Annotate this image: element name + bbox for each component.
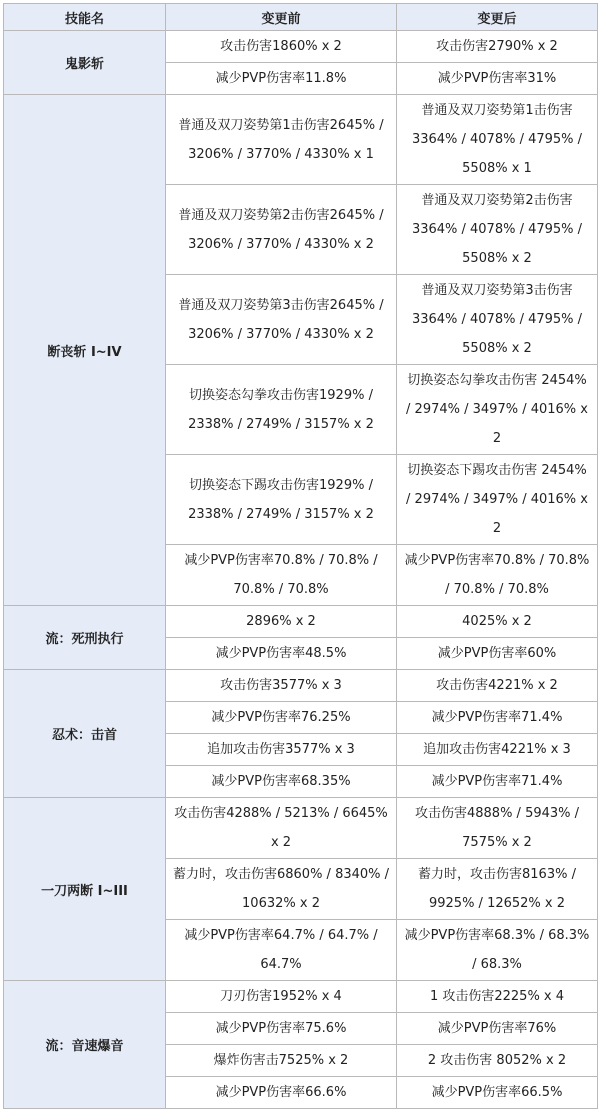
before-cell: 减少PVP伤害率75.6%: [166, 1013, 397, 1045]
before-cell: 攻击伤害3577% x 3: [166, 670, 397, 702]
header-after: 变更后: [397, 4, 598, 31]
after-cell: 减少PVP伤害率66.5%: [397, 1077, 598, 1109]
table-row: [4, 606, 598, 638]
after-cell: 减少PVP伤害率71.4%: [397, 766, 598, 798]
after-cell: 减少PVP伤害率31%: [397, 63, 598, 95]
header-row: [4, 4, 598, 31]
after-cell: 2 攻击伤害 8052% x 2: [397, 1045, 598, 1077]
before-cell: 切换姿态勾拳攻击伤害1929% / 2338% / 2749% / 3157% x 2: [166, 365, 397, 455]
skill-change-table: [3, 3, 598, 1109]
after-cell: 减少PVP伤害率70.8% / 70.8% / 70.8% / 70.8%: [397, 545, 598, 606]
header-before: 变更前: [166, 4, 397, 31]
before-cell: 普通及双刀姿势第2击伤害2645% / 3206% / 3770% / 4330% x 2: [166, 185, 397, 275]
before-cell: 减少PVP伤害率68.35%: [166, 766, 397, 798]
before-cell: 爆炸伤害击7525% x 2: [166, 1045, 397, 1077]
before-cell: 攻击伤害4288% / 5213% / 6645% x 2: [166, 798, 397, 859]
skill-name-cell: 鬼影斩: [4, 31, 166, 95]
before-cell: 刀刃伤害1952% x 4: [166, 981, 397, 1013]
after-cell: 切换姿态勾拳攻击伤害 2454% / 2974% / 3497% / 4016% x 2: [397, 365, 598, 455]
after-cell: 1 攻击伤害2225% x 4: [397, 981, 598, 1013]
before-cell: 普通及双刀姿势第1击伤害2645% / 3206% / 3770% / 4330% x 1: [166, 95, 397, 185]
skill-name-cell: 忍术：击首: [4, 670, 166, 798]
after-cell: 普通及双刀姿势第3击伤害 3364% / 4078% / 4795% / 5508% x 2: [397, 275, 598, 365]
after-cell: 蓄力时，攻击伤害8163% / 9925% / 12652% x 2: [397, 859, 598, 920]
after-cell: 攻击伤害4221% x 2: [397, 670, 598, 702]
after-cell: 普通及双刀姿势第1击伤害 3364% / 4078% / 4795% / 5508% x 1: [397, 95, 598, 185]
table-row: [4, 670, 598, 702]
before-cell: 减少PVP伤害率64.7% / 64.7% / 64.7%: [166, 920, 397, 981]
skill-name-cell: 流：死刑执行: [4, 606, 166, 670]
before-cell: 切换姿态下踢攻击伤害1929% / 2338% / 2749% / 3157% x 2: [166, 455, 397, 545]
after-cell: 攻击伤害2790% x 2: [397, 31, 598, 63]
before-cell: 2896% x 2: [166, 606, 397, 638]
skill-name-cell: 流：音速爆音: [4, 981, 166, 1109]
after-cell: 减少PVP伤害率71.4%: [397, 702, 598, 734]
table-row: [4, 981, 598, 1013]
before-cell: 减少PVP伤害率70.8% / 70.8% / 70.8% / 70.8%: [166, 545, 397, 606]
before-cell: 追加攻击伤害3577% x 3: [166, 734, 397, 766]
after-cell: 4025% x 2: [397, 606, 598, 638]
table-row: [4, 31, 598, 63]
before-cell: 减少PVP伤害率48.5%: [166, 638, 397, 670]
before-cell: 普通及双刀姿势第3击伤害2645% / 3206% / 3770% / 4330% x 2: [166, 275, 397, 365]
before-cell: 蓄力时，攻击伤害6860% / 8340% / 10632% x 2: [166, 859, 397, 920]
after-cell: 切换姿态下踢攻击伤害 2454% / 2974% / 3497% / 4016% x 2: [397, 455, 598, 545]
before-cell: 减少PVP伤害率11.8%: [166, 63, 397, 95]
header-skill-name: 技能名: [4, 4, 166, 31]
before-cell: 攻击伤害1860% x 2: [166, 31, 397, 63]
after-cell: 减少PVP伤害率60%: [397, 638, 598, 670]
after-cell: 减少PVP伤害率68.3% / 68.3% / 68.3%: [397, 920, 598, 981]
before-cell: 减少PVP伤害率76.25%: [166, 702, 397, 734]
after-cell: 普通及双刀姿势第2击伤害 3364% / 4078% / 4795% / 5508% x 2: [397, 185, 598, 275]
table-row: [4, 798, 598, 859]
skill-name-cell: 一刀两断 I~III: [4, 798, 166, 981]
table-row: [4, 95, 598, 185]
after-cell: 追加攻击伤害4221% x 3: [397, 734, 598, 766]
before-cell: 减少PVP伤害率66.6%: [166, 1077, 397, 1109]
after-cell: 减少PVP伤害率76%: [397, 1013, 598, 1045]
after-cell: 攻击伤害4888% / 5943% / 7575% x 2: [397, 798, 598, 859]
skill-name-cell: 断丧斩 I~IV: [4, 95, 166, 606]
